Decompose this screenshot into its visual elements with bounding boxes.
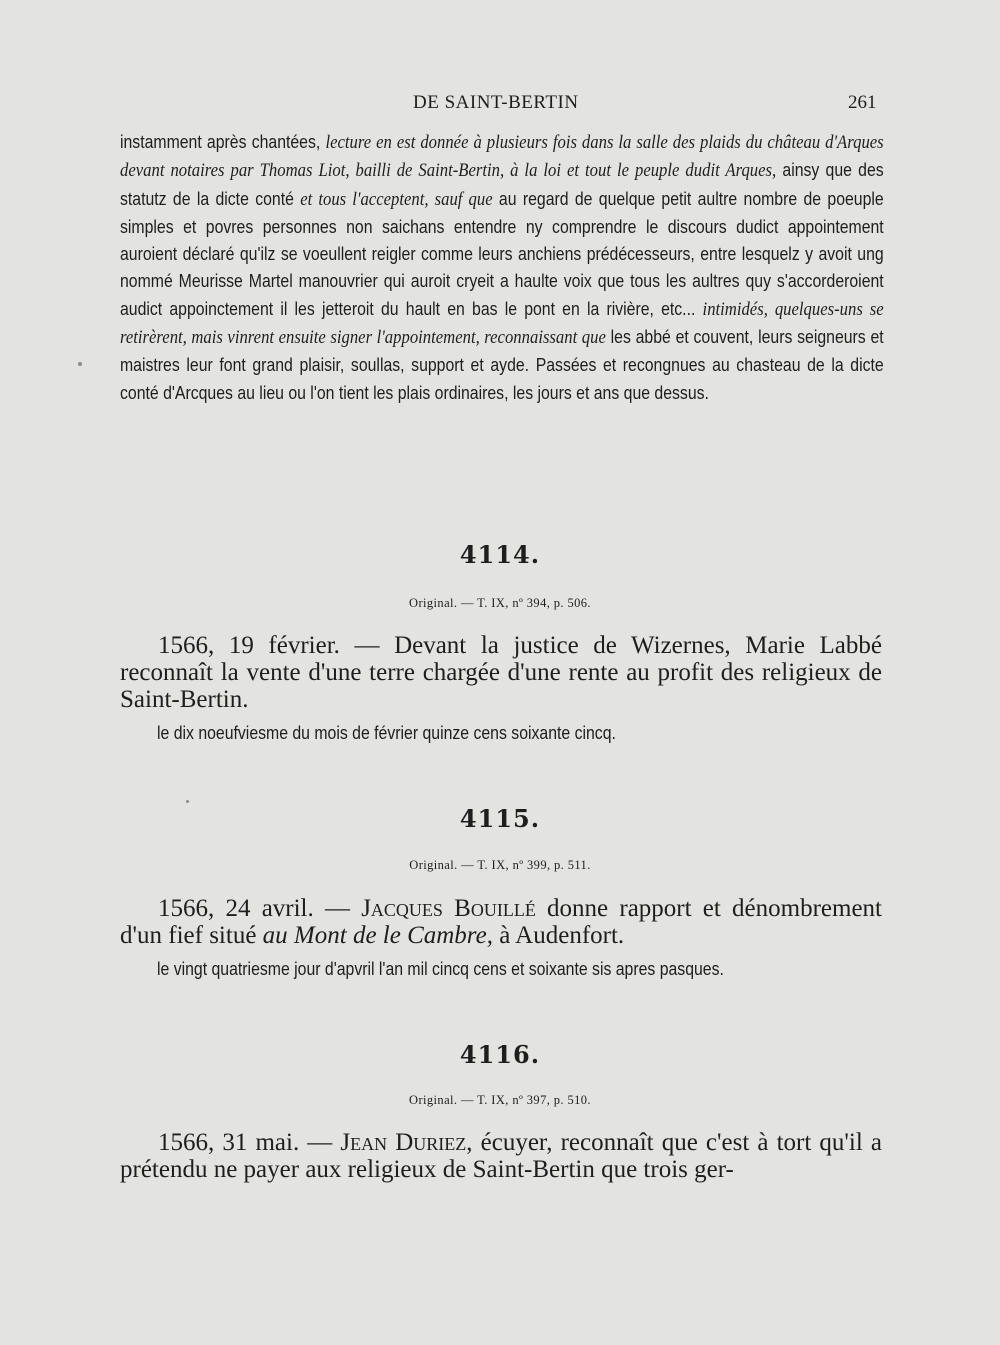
entry-summary: [120, 895, 882, 949]
page-number: 261: [848, 92, 877, 113]
entry-number: 4115.: [459, 804, 541, 833]
person-name: Jacques Bouillé: [361, 895, 536, 922]
running-head: [0, 92, 1000, 118]
entry-excerpt: le vingt quatriesme jour d'apvril l'an mil cincq cens et soixante sis apres pasques.: [157, 958, 724, 979]
summary-text: 1566, 24 avril. —: [158, 895, 362, 922]
person-name: Jean Duriez: [340, 1129, 467, 1156]
source-reference: Original. — T. IX, nº 399, p. 511.: [409, 858, 591, 872]
summary-text: donne rapport et dénombrement d'un fief situé: [120, 895, 882, 949]
source-reference: Original. — T. IX, nº 394, p. 506.: [409, 596, 591, 610]
entry-summary: [120, 1129, 882, 1183]
paper-speck: [186, 800, 189, 803]
entry-number: 4114.: [459, 540, 541, 569]
summary-text: à Audenfort.: [492, 922, 625, 949]
source-reference: Original. — T. IX, nº 397, p. 510.: [409, 1093, 591, 1107]
text-run: les abbé et couvent, leurs seigneurs et maistres leur font grand plaisir, soullas, support et ayde. Passées et recongnues au chasteau de la dicte conté d'Arcques au lieu ou l'on tient les plais ordinaires, les jours et ans que dessus.: [120, 326, 884, 403]
entry-excerpt: le dix noeufviesme du mois de février quinze cens soixante cincq.: [157, 722, 616, 743]
text-run: instamment après chantées,: [120, 131, 326, 152]
text-run: au regard de quelque petit aultre nombre de poeuple simples et povres personnes non saichans entendre ny comprendre le discours dudict appointement auroient déclaré qu'ilz se voeullent reigler comme leurs anchiens prédécesseurs, entre lesquelz y avoit ung nommé Meurisse Martel manouvrier qui auroit cryeit a haulte voix que tous les aultres quy s'accorderoient audict appoinctement il les jetteroit du hault en bas le pont en la rivière, etc...: [120, 187, 884, 319]
summary-text: 1566, 31 mai. —: [158, 1129, 341, 1156]
continuation-paragraph: [120, 128, 884, 406]
text-run: ainsy que des statutz de la dicte conté: [120, 159, 884, 209]
italic-run: intimidés, quelques-uns se retirèrent, mais vinrent ensuite signer l'appointement, reconnaissant que: [120, 298, 884, 349]
entry-summary: [120, 632, 882, 713]
italic-run: lecture en est donnée à plusieurs fois dans la salle des plaids du château d'Arques devant notaires par Thomas Liot, bailli de Saint-Bertin, à la loi et tout le peuple dudit Arques,: [120, 132, 884, 182]
entry-number: 4116.: [459, 1040, 541, 1069]
place-name: au Mont de le Cambre,: [262, 922, 493, 949]
italic-run: et tous l'acceptent, sauf que: [300, 188, 493, 210]
paper-speck: [78, 362, 82, 366]
summary-text: , écuyer, reconnaît que c'est à tort qu'il a prétendu ne payer aux religieux de Saint-Bertin que trois ger-: [120, 1129, 882, 1183]
running-title: DE SAINT-BERTIN: [413, 92, 579, 113]
summary-text: 1566, 19 février. — Devant la justice de Wizernes, Marie Labbé reconnaît la vente d'une terre chargée d'une rente au profit des religieux de Saint-Bertin.: [120, 632, 882, 713]
